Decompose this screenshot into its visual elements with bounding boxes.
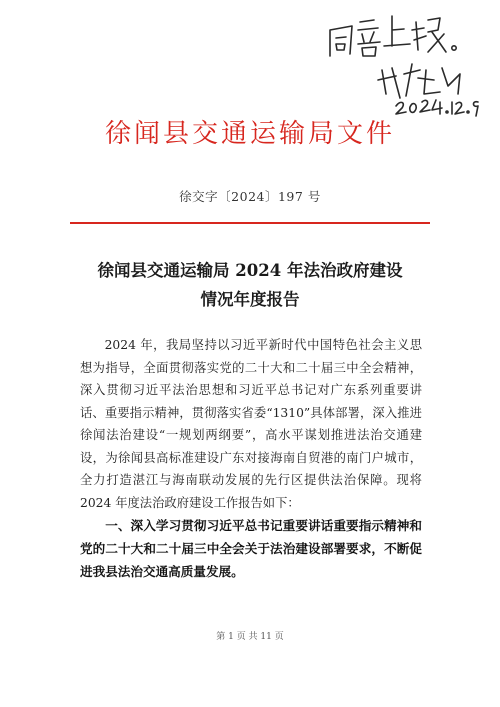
body-line: 想为指导，全面贯彻落实党的二十大和二十届三中全会精神， (80, 360, 422, 375)
body-line: 2024 年，我局坚持以习近平新时代中国特色社会主义思 (104, 338, 422, 352)
red-divider-line (70, 222, 430, 224)
section-heading-line: 神和党的二十大和二十届三中全会关于法治建设部署要求， (80, 518, 423, 556)
document-number: 徐交字〔2024〕197 号 (179, 189, 321, 204)
section-heading-1 (80, 514, 422, 583)
title-line-1: 徐闻县交通运输局 2024 年法治政府建设 (97, 261, 403, 280)
body-line: 治交通建设，为徐闻县高标准建设广东对接海南自贸港的南 (80, 428, 422, 465)
handwritten-approval-annotation (300, 8, 490, 118)
handwritten-signature-drawing (300, 8, 490, 118)
issuer-header: 徐闻县交通运输局文件 (104, 119, 395, 149)
document-title (0, 256, 500, 314)
page-number-footer: 第 1 页 共 11 页 (216, 632, 284, 642)
body-line: 深入贯彻习近平法治思想和习近平总书记对广东系列重要 (80, 383, 410, 397)
body-line: 入推进徐闻法治建设“一规划两纲要”，高水平谋划推进法 (80, 405, 422, 442)
body-line: 讲话、重要指示精神，贯彻落实省委“1310”具体部署，深 (80, 383, 422, 420)
title-line-2: 情况年度报告 (200, 290, 300, 309)
section-heading-line: 不断促进我县法治交通高质量发展。 (80, 541, 423, 579)
body-line: 门户城市，全力打造湛江与海南联动发展的先行区提供法治 (80, 450, 422, 487)
body-line: 保障。现将 2024 年度法治政府建设工作报告如下： (80, 473, 422, 510)
intro-paragraph (80, 334, 422, 514)
section-heading-line: 一、深入学习贯彻习近平总书记重要讲话重要指示精 (105, 518, 397, 533)
